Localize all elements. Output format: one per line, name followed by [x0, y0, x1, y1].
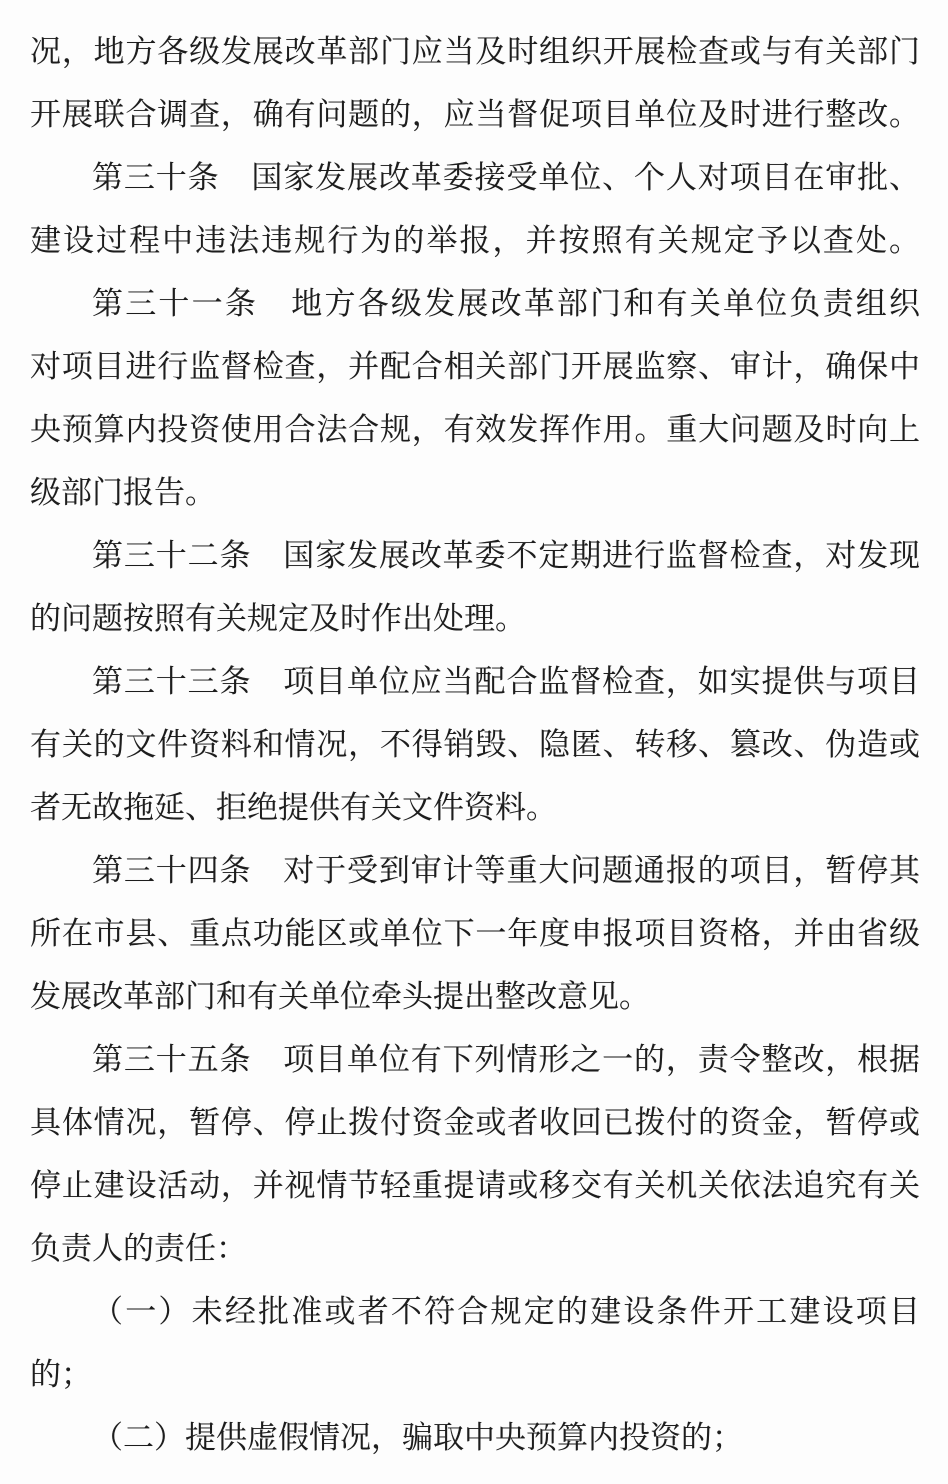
document-line: 对项目进行监督检查，并配合相关部门开展监察、审计，确保中	[30, 349, 920, 384]
document-line: 所在市县、重点功能区或单位下一年度申报项目资格，并由省级	[30, 916, 920, 951]
document-line: 停止建设活动，并视情节轻重提请或移交有关机关依法追究有关	[30, 1168, 920, 1203]
document-text	[30, 20, 920, 1469]
document-line: 负责人的责任：	[30, 1231, 247, 1266]
document-line: 级部门报告。	[30, 475, 216, 510]
document-line: 第三十三条 项目单位应当配合监督检查，如实提供与项目	[92, 664, 920, 699]
document-line: 第三十一条 地方各级发展改革部门和有关单位负责组织	[92, 286, 920, 321]
document-line: 发展改革部门和有关单位牵头提出整改意见。	[30, 979, 650, 1014]
document-line: （一）未经批准或者不符合规定的建设条件开工建设项目	[92, 1294, 920, 1329]
document-line: 者无故拖延、拒绝提供有关文件资料。	[30, 790, 557, 825]
document-line: 有关的文件资料和情况，不得销毁、隐匿、转移、篡改、伪造或	[30, 727, 920, 762]
document-line: 第三十五条 项目单位有下列情形之一的，责令整改，根据	[92, 1042, 920, 1077]
document-line: 的；	[30, 1357, 92, 1392]
document-line: 开展联合调查，确有问题的，应当督促项目单位及时进行整改。	[30, 97, 920, 132]
document-line: 建设过程中违法违规行为的举报，并按照有关规定予以查处。	[30, 223, 920, 258]
document-line: 第三十条 国家发展改革委接受单位、个人对项目在审批、	[92, 160, 920, 195]
document-line: 况，地方各级发展改革部门应当及时组织开展检查或与有关部门	[30, 34, 920, 69]
document-line: （二）提供虚假情况，骗取中央预算内投资的；	[92, 1420, 743, 1455]
document-line: 具体情况，暂停、停止拨付资金或者收回已拨付的资金，暂停或	[30, 1105, 920, 1140]
document-line: 第三十四条 对于受到审计等重大问题通报的项目，暂停其	[92, 853, 920, 888]
document-line: 央预算内投资使用合法合规，有效发挥作用。重大问题及时向上	[30, 412, 920, 447]
document-line: 的问题按照有关规定及时作出处理。	[30, 601, 526, 636]
document-line: 第三十二条 国家发展改革委不定期进行监督检查，对发现	[92, 538, 920, 573]
